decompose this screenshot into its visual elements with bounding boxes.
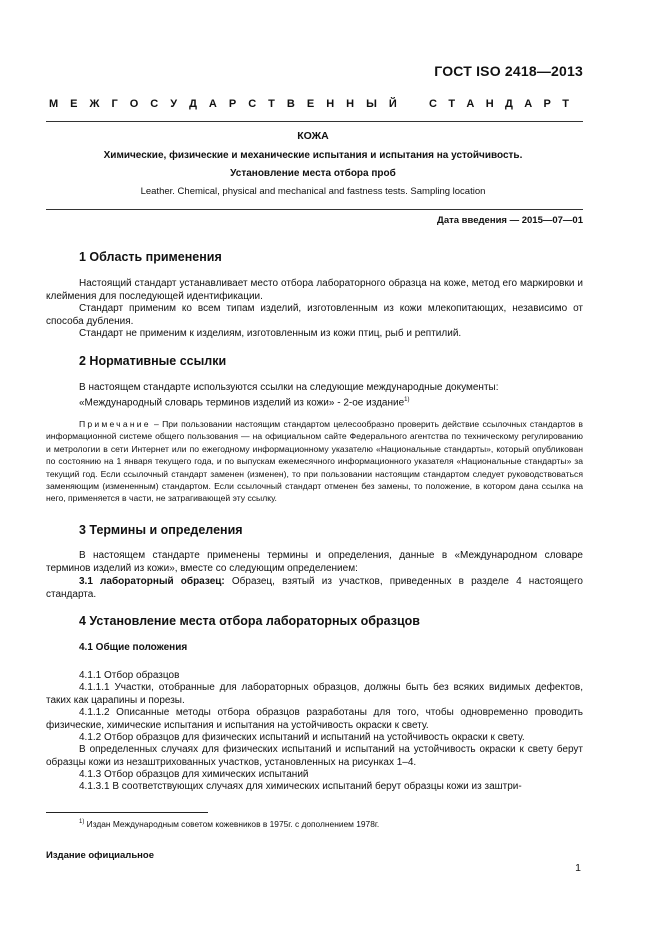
- english-title: Leather. Chemical, physical and mechanical and fastness tests. Sampling location: [140, 186, 486, 197]
- banner-letter: А: [208, 98, 217, 110]
- banner-letter: Т: [562, 98, 569, 110]
- banner-letter: А: [524, 98, 533, 110]
- term-definition: Образец, взятый из участков, приведенных в разделе 4 настоящего стандарта.: [46, 576, 583, 600]
- banner-letter: С: [248, 98, 257, 110]
- banner-word-interstate: [49, 98, 397, 110]
- footnote-marker: 1): [404, 397, 410, 403]
- banner-letter: У: [170, 98, 178, 110]
- section-3-paragraph-1: В настоящем стандарте применены термины и определения, данные в «Международном словаре терминов изделий из кожи», вместе со следующим определением:: [46, 550, 583, 574]
- banner-letter: Г: [111, 98, 118, 110]
- title-divider: [46, 209, 583, 210]
- banner-letter: С: [150, 98, 159, 110]
- note-text: – При пользовании настоящим стандартом целесообразно проверить действие ссылочных стандартов в информационной системе общего пользования — на официальном сайте Федерального агентства по техническому регулированию и метрологии в сети Интернет или по ежегодному информационному указателю «Национальные стандарты», который опубликован по состоянию на 1 января текущего года, и по выпускам ежемесячного информационного указателя «Национальные стандарты» за текущий год. Если ссылочный стандарт заменен (изменен), то при пользовании настоящим стандартом следует руководствоваться заменяющим (измененным) стандартом. Если ссылочный стандарт отменен без замены, то положение, в котором дана ссылка на него, применяется в части, не затрагивающей эту ссылку.: [46, 419, 583, 504]
- section-2-paragraph-1: В настоящем стандарте используются ссылки на следующие международные документы:: [79, 382, 499, 393]
- footnote-divider: [46, 812, 208, 813]
- banner-letter: Ы: [366, 98, 377, 110]
- banner-letter: Д: [505, 98, 513, 110]
- banner-letter: Р: [228, 98, 237, 110]
- banner-word-standard: [429, 98, 569, 110]
- document-subtitle-1: Химические, физические и механические испытания и испытания на устойчивость.: [103, 150, 523, 161]
- introduction-date: Дата введения — 2015—07—01: [437, 215, 583, 226]
- section-3-definition: [46, 576, 583, 601]
- section-1-paragraph-1: Настоящий стандарт устанавливает место отбора лабораторного образца на коже, метод его маркировки и клеймения для последующей идентификации.: [46, 278, 583, 302]
- banner-letter: Д: [189, 98, 197, 110]
- standard-number: ГОСТ ISO 2418—2013: [434, 63, 583, 79]
- page-number: 1: [575, 862, 581, 874]
- reference-note: [46, 418, 583, 505]
- banner-letter: В: [286, 98, 295, 110]
- banner-letter: Р: [543, 98, 551, 110]
- clause-4-1-1-1: 4.1.1.1 Участки, отобранные для лабораторных образцов, должны быть без всяких видимых дефектов, таких как царапины и порезы.: [46, 682, 583, 706]
- reference-title: «Международный словарь терминов изделий из кожи» - 2-ое издание: [79, 397, 405, 409]
- banner-letter: А: [466, 98, 475, 110]
- edition-label: Издание официальное: [46, 850, 154, 861]
- banner-letter: С: [429, 98, 437, 110]
- note-label: Примечание: [79, 419, 151, 429]
- section-4-heading: 4 Установление места отбора лабораторных образцов: [79, 614, 420, 628]
- clause-4-1-2-text: В определенных случаях для физических испытаний и испытаний на устойчивость окраски к свету берут образцы кожи из незаштрихованных участков, установленных на рисунках 1–4.: [46, 744, 583, 768]
- document-subtitle-2: Установление места отбора проб: [230, 168, 396, 179]
- banner-letter: Й: [388, 98, 397, 110]
- clause-4-1-3: 4.1.3 Отбор образцов для химических испытаний: [79, 769, 309, 780]
- section-1-heading: 1 Область применения: [79, 250, 222, 264]
- banner-letter: Е: [306, 98, 315, 110]
- clause-4-1-2: 4.1.2 Отбор образцов для физических испытаний и испытаний на устойчивость окраски к свету.: [79, 732, 525, 743]
- footnote-text: Издан Международным советом кожевников в 1975г. с дополнением 1978г.: [84, 819, 380, 829]
- clause-4-1-3-1: 4.1.3.1 В соответствующих случаях для химических испытаний берут образцы кожи из заштри-: [79, 781, 522, 792]
- banner-letter: Е: [70, 98, 78, 110]
- header-divider: [46, 121, 583, 122]
- document-title: КОЖА: [297, 130, 329, 142]
- footnote-mark: 1): [79, 819, 85, 826]
- footnote: [79, 819, 379, 829]
- banner-letter: Т: [268, 98, 275, 110]
- banner-letter: О: [129, 98, 139, 110]
- section-2-heading: 2 Нормативные ссылки: [79, 354, 227, 368]
- banner-letter: М: [49, 98, 59, 110]
- banner-letter: Т: [448, 98, 456, 110]
- term-name: 3.1 лабораторный образец:: [79, 576, 225, 587]
- banner-letter: Н: [346, 98, 355, 110]
- section-2-paragraph-2: [46, 394, 583, 410]
- banner-letter: Ж: [89, 98, 100, 110]
- section-1-paragraph-3: Стандарт не применим к изделиям, изготовленным из кожи птиц, рыб и рептилий.: [79, 328, 462, 339]
- clause-4-1-1-2: 4.1.1.2 Описанные методы отбора образцов разработаны для того, чтобы одновременно проводить физические, химические испытания и испытания на устойчивость окраски к свету.: [46, 707, 583, 731]
- subsection-4-1-heading: 4.1 Общие положения: [79, 642, 188, 653]
- banner-letter: Н: [485, 98, 494, 110]
- section-3-heading: 3 Термины и определения: [79, 523, 243, 537]
- banner-letter: Н: [326, 98, 335, 110]
- standard-banner: [49, 98, 569, 110]
- section-1-paragraph-2: Стандарт применим ко всем типам изделий, изготовленным из кожи млекопитающих, независимо от способа дубления.: [46, 303, 583, 327]
- clause-4-1-1: 4.1.1 Отбор образцов: [79, 670, 180, 681]
